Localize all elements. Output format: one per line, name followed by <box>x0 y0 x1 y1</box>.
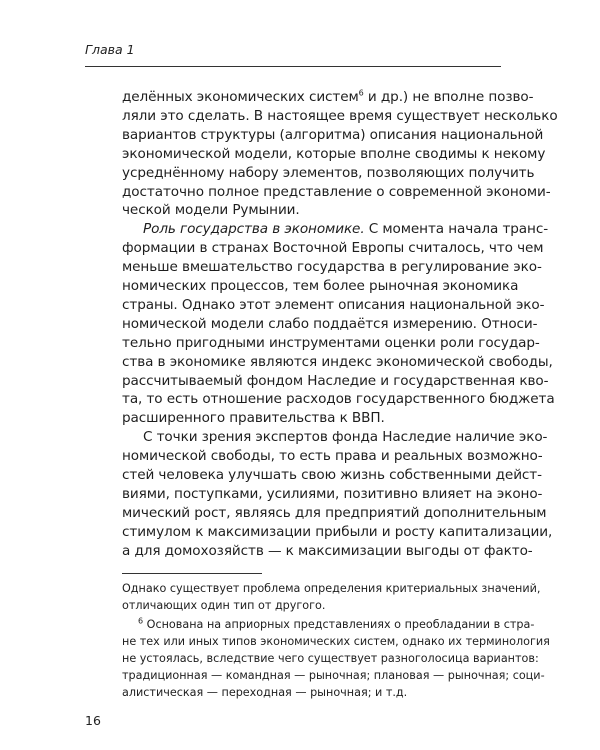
body-line <box>122 88 534 107</box>
chapter-header: Глава 1 <box>85 42 135 57</box>
body-line: рассчитываемый фондом Наследие и государственная кво- <box>122 372 549 389</box>
body-line: ляли это сделать. В настоящее время существует несколько <box>122 107 558 124</box>
body-line: виями, поступками, усилиями, позитивно влияет на эконо- <box>122 485 543 502</box>
body-line: номической модели слабо поддаётся измерению. Относи- <box>122 315 538 332</box>
body-line: номической свободы, то есть права и реальных возможно- <box>122 448 543 465</box>
body-line: номических процессов, тем более рыночная экономика <box>122 278 519 294</box>
body-line: стей человека улучшать свою жизнь собственными дейст- <box>122 467 542 483</box>
body-line: та, то есть отношение расходов государственного бюджета <box>122 391 555 408</box>
footnote-line: Однако существует проблема определения критериальных значений, <box>122 582 541 595</box>
body-line: тельно пригодными инструментами оценки роли государ- <box>122 334 540 351</box>
body-line: усреднённому набору элементов, позволяющих получить <box>122 164 535 181</box>
body-line: страны. Однако этот элемент описания национальной эко- <box>122 296 545 313</box>
footnote-line-part: Основана на априорных представлениях о преобладании в стра- <box>146 618 535 631</box>
body-line-part: и др.) не вполне позво- <box>367 89 534 105</box>
footnote-line <box>138 616 535 634</box>
header-divider <box>85 66 501 67</box>
footnote-line: алистическая — переходная — рыночная; и т.д. <box>122 686 408 699</box>
body-line-part: С момента начала транс- <box>368 221 549 238</box>
body-line: формации в странах Восточной Европы считалось, что чем <box>122 240 544 257</box>
footnote-divider <box>122 573 262 574</box>
footnote-line: не тех или иных типов экономических систем, однако их терминология <box>122 635 550 648</box>
page-number: 16 <box>85 713 101 728</box>
body-line: а для домохозяйств — к максимизации выгоды от факто- <box>122 542 533 559</box>
body-line: стимулом к максимизации прибыли и росту капитализации, <box>122 523 553 540</box>
body-line: С точки зрения экспертов фонда Наследие наличие эко- <box>143 429 548 446</box>
footnote-line: отличающих один тип от другого. <box>122 599 326 612</box>
body-line-part: делённых экономических систем <box>122 89 359 105</box>
body-line: ческой модели Румынии. <box>122 202 300 219</box>
body-line <box>143 220 549 239</box>
body-line: достаточно полное представление о современной экономи- <box>122 183 551 200</box>
footnote-line: не устоялась, вследствие чего существует разноголосица вариантов: <box>122 652 539 665</box>
body-line: мический рост, являясь для предприятий дополнительным <box>122 504 547 521</box>
body-line: меньше вмешательство государства в регулирование эко- <box>122 259 542 276</box>
section-heading: Роль государства в экономике. <box>143 221 365 238</box>
body-line: экономической модели, которые вполне сводимы к некому <box>122 145 546 162</box>
footnote-ref: 6 <box>358 88 364 98</box>
body-line: вариантов структуры (алгоритма) описания национальной <box>122 126 544 143</box>
body-line: ства в экономике являются индекс экономической свободы, <box>122 353 553 370</box>
body-line: расширенного правительства к ВВП. <box>122 410 385 427</box>
footnote-number: 6 <box>138 616 144 626</box>
footnote-line: традиционная — командная — рыночная; плановая — рыночная; соци- <box>122 669 545 682</box>
